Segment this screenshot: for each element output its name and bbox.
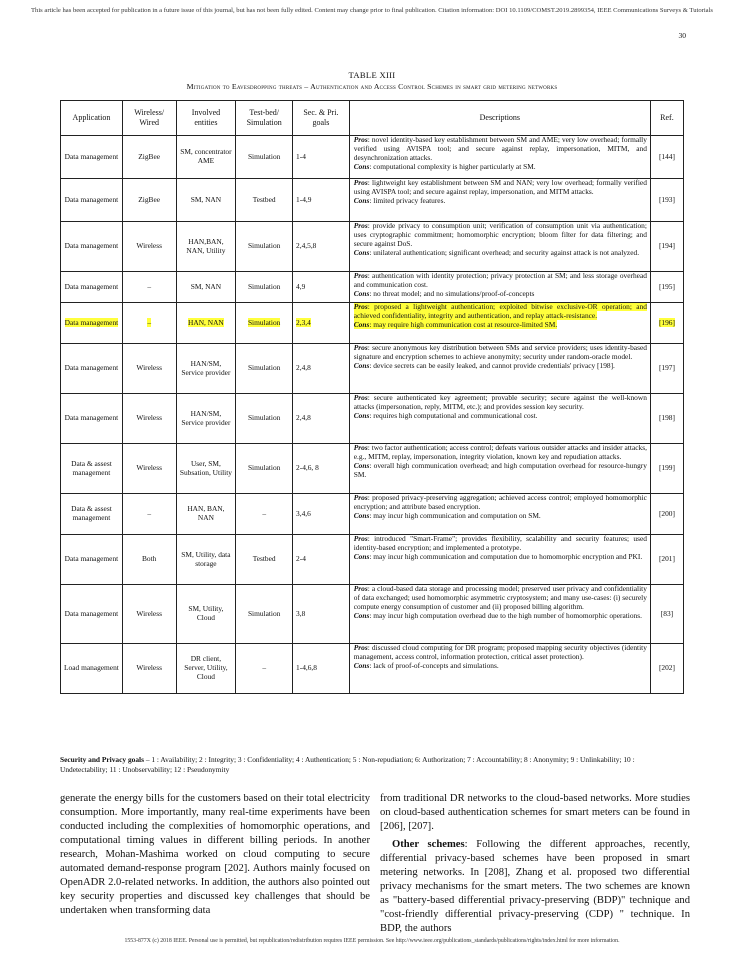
cell-testbed: Simulation: [236, 585, 293, 644]
cell-goals: 2,4,8: [293, 344, 350, 394]
pros-label: Pros: [353, 393, 368, 402]
cell-application: Data management: [61, 179, 123, 222]
column-header: Application: [61, 101, 123, 136]
pros-text: proposed a lightweight authentication; exploited bitwise exclusive-OR operation; and achieved confidentiality, integrity and authentication, and replay attack-resistance.: [353, 302, 647, 320]
cell-entities: SM, Utility, data storage: [176, 535, 236, 585]
cons-text: may incur high communication and computation due to homomorphic encryption and PKI.: [373, 551, 643, 561]
cons-label: Cons: [353, 610, 370, 620]
footer-notice: 1553-877X (c) 2018 IEEE. Personal use is permitted, but republication/redistribution requires IEEE permission. See http://www.ieee.org/publications_standards/publications/rights/index.html for more information.: [124, 938, 620, 944]
table-row: [61, 394, 684, 444]
cell-testbed: Simulation: [236, 394, 293, 444]
cell-goals: 2-4,6, 8: [293, 444, 350, 494]
cell-wireless: –: [122, 303, 176, 344]
pros-label: Pros: [353, 534, 368, 543]
cell-goals: 2,4,5,8: [293, 222, 350, 272]
cell-description: Pros: introduced "Smart-Frame"; provides flexibility, scalability and security features; used identity-based encryption; and implemented a prototype. Cons: may incur high communication and computation due to homomorphic encryption and PKI.: [349, 535, 650, 585]
body-paragraph-text: : Following the different approaches, recently, differential privacy-based schemes have been proposed in smart metering networks. In [208], Zhang et al. proposed two differential privacy mechanisms for the smart meters. The two schemes are known as "battery-based differential privacy-preserving (BDP)" technique and "cost-friendly differential privacy-preserving (CDP) " technique. In BDP, the authors: [380, 839, 690, 934]
cell-ref: [196]: [650, 303, 683, 344]
table-title: Mitigation to Eavesdropping threats – Authentication and Access Control Schemes in smart grid metering networks: [186, 82, 558, 91]
cons-text: may incur high computation overhead due to the high number of homomorphic operations.: [373, 610, 642, 620]
cell-wireless: Wireless: [122, 644, 176, 694]
cell-testbed: Simulation: [236, 136, 293, 179]
cell-wireless: –: [122, 494, 176, 535]
cell-ref: [197]: [650, 344, 683, 394]
cell-wireless: Wireless: [122, 585, 176, 644]
cell-testbed: –: [236, 644, 293, 694]
pros-label: Pros: [353, 302, 368, 311]
cell-ref: [199]: [650, 444, 683, 494]
cons-label: Cons: [353, 319, 370, 329]
cell-goals: 1-4,6,8: [293, 644, 350, 694]
header-notice: This article has been accepted for publication in a future issue of this journal, but has not been fully edited. Content may change prior to final publication. Citation information: DOI 10.1109/COMST.2019.2899354, IEEE Communications Surveys & Tutorials: [31, 7, 713, 14]
cell-testbed: Simulation: [236, 272, 293, 303]
cell-ref: [194]: [650, 222, 683, 272]
cell-application: Data management: [61, 136, 123, 179]
cell-testbed: Simulation: [236, 303, 293, 344]
cons-label: Cons: [353, 510, 370, 520]
cell-wireless: Wireless: [122, 344, 176, 394]
table-row: [61, 136, 684, 179]
cons-text: computational complexity is higher particularly at SM.: [373, 161, 536, 171]
cell-testbed: Simulation: [236, 344, 293, 394]
table-row: [61, 585, 684, 644]
cons-label: Cons: [353, 410, 370, 420]
cell-ref: [198]: [650, 394, 683, 444]
cell-description: Pros: novel identity-based key establishment between SM and AME; very low overhead; formally verified using AVISPA tool; and secure against replay, impersonation, MITM, and desynchronization attacks. Cons: computational complexity is higher particularly at SM.: [349, 136, 650, 179]
table-row: [61, 644, 684, 694]
cell-goals: 4,9: [293, 272, 350, 303]
cell-application: Data management: [61, 222, 123, 272]
cons-text: no threat model; and no simulations/proof-of-concepts: [373, 288, 535, 298]
cell-application: Data management: [61, 303, 123, 344]
cell-entities: HAN/SM, Service provider: [176, 344, 236, 394]
pros-text: provide privacy to consumption unit; verification of consumption unit via authentication; uses cryptographic commitment; homomorphic encryption; bloom filter for data filtering; and secure against DoS.: [353, 221, 647, 248]
cell-entities: SM, NAN: [176, 179, 236, 222]
table-row: [61, 222, 684, 272]
cell-wireless: Both: [122, 535, 176, 585]
cell-testbed: –: [236, 494, 293, 535]
cell-testbed: Testbed: [236, 179, 293, 222]
cell-ref: [193]: [650, 179, 683, 222]
cell-testbed: Testbed: [236, 535, 293, 585]
table-row: [61, 272, 684, 303]
cell-application: Data & assest management: [61, 444, 123, 494]
cell-goals: 3,4,6: [293, 494, 350, 535]
pros-text: authentication with identity protection; privacy protection at SM; and less storage overhead and communication cost.: [353, 271, 647, 289]
cell-ref: [144]: [650, 136, 683, 179]
cons-label: Cons: [353, 161, 370, 171]
cell-entities: DR client, Server, Utility, Cloud: [176, 644, 236, 694]
footnote-label: Security and Privacy goals: [60, 755, 144, 764]
column-header: Test-bed/ Simulation: [236, 101, 293, 136]
section-run-in-heading: Other schemes: [392, 839, 465, 850]
pros-text: secure anonymous key distribution between SMs and service providers; uses identity-based signature and encryption schemes to achieve anonymity; security under random-oracle model.: [353, 343, 647, 361]
table-row: [61, 303, 684, 344]
pros-label: Pros: [353, 178, 368, 187]
cell-wireless: ZigBee: [122, 179, 176, 222]
pros-text: proposed privacy-preserving aggregation; achieved access control; employed homomorphic encryption; and attribute based encryption.: [353, 493, 647, 511]
pros-label: Pros: [353, 443, 368, 452]
cell-description: Pros: lightweight key establishment between SM and NAN; very low overhead; formally verified using AVISPA tool; and secure against replay, impersonation, and MITM attacks. Cons: limited privacy features.: [349, 179, 650, 222]
pros-text: two factor authentication; access control; defeats various outsider attacks and insider attacks, e.g., MITM, replay, impersonation, integrity violation, known key and repudiation attacks.: [353, 443, 647, 461]
column-header: Ref.: [650, 101, 683, 136]
cell-ref: [83]: [650, 585, 683, 644]
pros-text: secure authenticated key agreement; provable security; secure against the well-known attacks (impersonation, reply, MITM, etc.); and provides session key security.: [353, 393, 647, 411]
cons-label: Cons: [353, 195, 370, 205]
column-header: Involved entities: [176, 101, 236, 136]
cell-entities: HAN, BAN, NAN: [176, 494, 236, 535]
body-paragraph: generate the energy bills for the customers based on their total electricity consumption. More importantly, many real-time experiments have been conducted including the complexities of homomorphic operations, and computational timing values in different billing periods. In another research, Mohan-Mashima worked on cloud computing to secure automated demand-response program [202]. Authors mainly focused on OpenADR 2.0-related networks. In addition, the authors also pointed out key security properties and discussed key challenges that should be undertaken when transforming data: [60, 793, 370, 916]
cell-entities: SM, NAN: [176, 272, 236, 303]
cell-goals: 2-4: [293, 535, 350, 585]
cons-label: Cons: [353, 247, 370, 257]
cell-wireless: ZigBee: [122, 136, 176, 179]
cell-description: Pros: a cloud-based data storage and processing model; preserved user privacy and confidentiality of data exchanged; used homomorphic asymmetric cryptosystem; and many use-cases: (i) securely compute energy consumption of customer and (ii) proposed billing algorithm. Cons: may incur high computation overhead due to the high number of homomorphic operations.: [349, 585, 650, 644]
cons-label: Cons: [353, 288, 370, 298]
cons-label: Cons: [353, 360, 370, 370]
cell-entities: User, SM, Subsation, Utility: [176, 444, 236, 494]
cell-application: Data management: [61, 344, 123, 394]
cell-testbed: Simulation: [236, 444, 293, 494]
cons-label: Cons: [353, 660, 370, 670]
column-header: Descriptions: [349, 101, 650, 136]
body-paragraph: [380, 838, 690, 936]
cell-ref: [201]: [650, 535, 683, 585]
pros-label: Pros: [353, 135, 368, 144]
cell-entities: SM, Utility, Cloud: [176, 585, 236, 644]
cons-text: requires high computational and communicational cost.: [373, 410, 538, 420]
cell-entities: HAN,BAN, NAN, Utility: [176, 222, 236, 272]
cons-text: may require high communication cost at resource-limited SM.: [373, 319, 558, 329]
pros-label: Pros: [353, 493, 368, 502]
page-number: 30: [678, 31, 686, 40]
cell-description: Pros: authentication with identity protection; privacy protection at SM; and less storage overhead and communication cost. Cons: no threat model; and no simulations/proof-of-concepts: [349, 272, 650, 303]
table-number: TABLE XIII: [348, 70, 396, 80]
cell-goals: 2,4,8: [293, 394, 350, 444]
column-header: Sec. & Pri. goals: [293, 101, 350, 136]
cell-description: Pros: two factor authentication; access control; defeats various outsider attacks and insider attacks, e.g., MITM, replay, impersonation, integrity violation, known key and repudiation attacks. Cons: overall high communication overhead; and high computation overhead for resource-hungry SM.: [349, 444, 650, 494]
cell-application: Data & assest management: [61, 494, 123, 535]
pros-label: Pros: [353, 343, 368, 352]
cell-goals: 1-4: [293, 136, 350, 179]
pros-text: lightweight key establishment between SM and NAN; very low overhead; formally verified using AVISPA tool; and secure against replay, impersonation, and MITM attacks.: [353, 178, 647, 196]
cell-wireless: Wireless: [122, 444, 176, 494]
cell-wireless: Wireless: [122, 222, 176, 272]
pros-text: discussed cloud computing for DR program; proposed mapping security objectives (identity management, access control, information protection, critical asset protection).: [353, 643, 647, 661]
body-column-left: [60, 792, 370, 918]
cell-description: Pros: secure anonymous key distribution between SMs and service providers; uses identity-based signature and encryption schemes to achieve anonymity; security under random-oracle model. Cons: device secrets can be easily leaked, and cannot provide credentials' privacy [198].: [349, 344, 650, 394]
cell-description: Pros: secure authenticated key agreement; provable security; secure against the well-known attacks (impersonation, reply, MITM, etc.); and provides session key security. Cons: requires high computational and communicational cost.: [349, 394, 650, 444]
table-row: [61, 344, 684, 394]
cell-ref: [195]: [650, 272, 683, 303]
cell-goals: 1-4,9: [293, 179, 350, 222]
cell-description: Pros: proposed a lightweight authentication; exploited bitwise exclusive-OR operation; and achieved confidentiality, integrity and authentication, and replay attack-resistance. Cons: may require high communication cost at resource-limited SM.: [349, 303, 650, 344]
cons-text: limited privacy features.: [373, 195, 446, 205]
cell-entities: HAN, NAN: [176, 303, 236, 344]
footnote-text: – 1 : Availability; 2 : Integrity; 3 : Confidentiality; 4 : Authentication; 5 : Non-repudiation; 6: Authorization; 7 : Accountability; 8 : Anonymity; 9 : Unlinkability; 10 : Undetectability; 11 : Unobservability; 12 : Pseudonymity: [60, 755, 635, 774]
cell-wireless: –: [122, 272, 176, 303]
column-header: Wireless/ Wired: [122, 101, 176, 136]
pros-text: introduced "Smart-Frame"; provides flexibility, scalability and security features; used identity-based encryption; and implemented a prototype.: [353, 534, 647, 552]
pros-label: Pros: [353, 584, 368, 593]
cell-application: Data management: [61, 585, 123, 644]
cell-wireless: Wireless: [122, 394, 176, 444]
cell-ref: [202]: [650, 644, 683, 694]
table-row: [61, 535, 684, 585]
cell-entities: SM, concentrator AME: [176, 136, 236, 179]
cons-text: device secrets can be easily leaked, and cannot provide credentials' privacy [198].: [373, 360, 615, 370]
pros-text: a cloud-based data storage and processing model; preserved user privacy and confidentiality of data exchanged; used homomorphic asymmetric cryptosystem; and many use-cases: (i) securely compute energy consumption of customer and (ii) proposed billing algorithm.: [353, 584, 647, 611]
cell-description: Pros: provide privacy to consumption unit; verification of consumption unit via authentication; uses cryptographic commitment; homomorphic encryption; bloom filter for data filtering; and secure against DoS. Cons: unilateral authentication; significant overhead; and security against attack is not analyzed.: [349, 222, 650, 272]
table-row: [61, 444, 684, 494]
cell-description: Pros: discussed cloud computing for DR program; proposed mapping security objectives (identity management, access control, information protection, critical asset protection). Cons: lack of proof-of-concepts and simulations.: [349, 644, 650, 694]
cell-goals: 2,3,4: [293, 303, 350, 344]
cons-text: unilateral authentication; significant overhead; and security against attack is not analyzed.: [373, 247, 640, 257]
table-row: [61, 494, 684, 535]
cell-ref: [200]: [650, 494, 683, 535]
body-column-right: [380, 792, 690, 936]
cell-goals: 3,8: [293, 585, 350, 644]
cons-text: overall high communication overhead; and high computation overhead for resource-hungry SM.: [353, 460, 647, 479]
cell-description: Pros: proposed privacy-preserving aggregation; achieved access control; employed homomorphic encryption; and attribute based encryption. Cons: may incur high communication and computation on SM.: [349, 494, 650, 535]
pros-label: Pros: [353, 221, 368, 230]
mitigation-table: [60, 100, 684, 694]
cell-testbed: Simulation: [236, 222, 293, 272]
pros-text: novel identity-based key establishment between SM and AME; very low overhead; formally verified using AVISPA tool; and secure against replay, impersonation, MITM, and desynchronization attacks.: [353, 135, 647, 162]
cons-text: may incur high communication and computation on SM.: [373, 510, 541, 520]
table-footnote: [60, 755, 684, 774]
pros-label: Pros: [353, 643, 368, 652]
cell-application: Data management: [61, 535, 123, 585]
table-row: [61, 179, 684, 222]
body-paragraph: from traditional DR networks to the cloud-based networks. More studies on cloud-based authentication schemes for smart meters can be found in [206], [207].: [380, 793, 690, 832]
cell-application: Load management: [61, 644, 123, 694]
table-header-row: [61, 101, 684, 136]
pros-label: Pros: [353, 271, 368, 280]
cell-entities: HAN/SM, Service provider: [176, 394, 236, 444]
cons-label: Cons: [353, 551, 370, 561]
cons-label: Cons: [353, 460, 370, 470]
cell-application: Data management: [61, 272, 123, 303]
cell-application: Data management: [61, 394, 123, 444]
cons-text: lack of proof-of-concepts and simulations.: [373, 660, 499, 670]
